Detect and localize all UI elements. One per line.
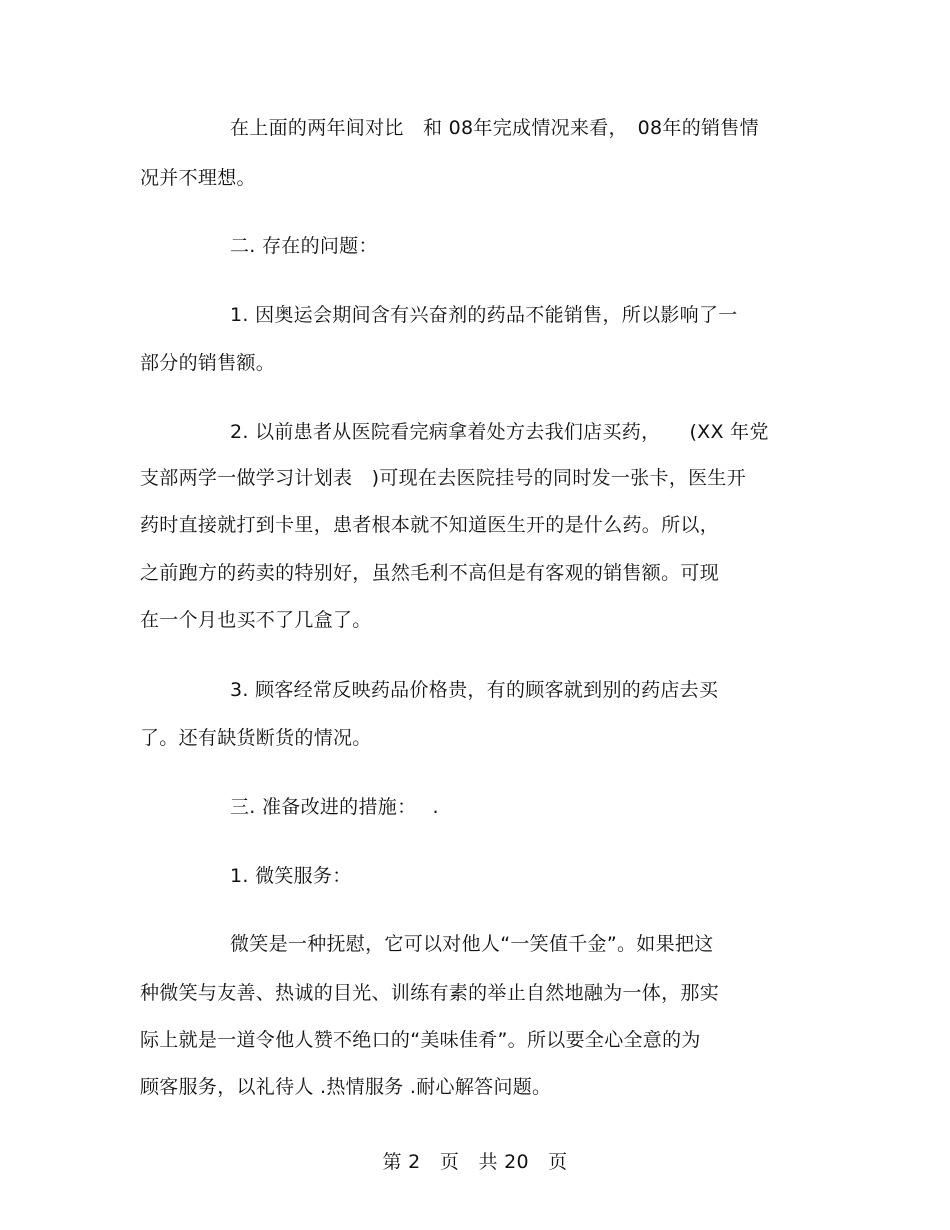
paragraph-line: 在一个月也买不了几盒了。 — [140, 609, 372, 631]
subsection-heading: 1. 微笑服务： — [230, 865, 352, 887]
paragraph-line: 在上面的两年间对比 和 08年完成情况来看， 08年的销售情 — [230, 117, 759, 139]
paragraph-line: 微笑是一种抚慰，它可以对他人“一笑值千金”。如果把这 — [230, 933, 714, 955]
paragraph-line: 顾客服务，以礼待人 .热情服务 .耐心解答问题。 — [140, 1076, 552, 1098]
paragraph-line: 况并不理想。 — [140, 167, 256, 189]
paragraph-line: 种微笑与友善、热诚的目光、训练有素的举止自然地融为一体，那实 — [140, 982, 720, 1004]
paragraph-line: 3. 顾客经常反映药品价格贵，有的顾客就到别的药店去买 — [230, 679, 719, 701]
paragraph-line: 药时直接就打到卡里，患者根本就不知道医生开的是什么药。所以， — [140, 514, 720, 536]
paragraph-line: 1. 因奥运会期间含有兴奋剂的药品不能销售，所以影响了一 — [230, 304, 738, 326]
paragraph-line: 2. 以前患者从医院看完病拿着处方去我们店买药， (XX 年党 — [230, 421, 769, 443]
paragraph-line: 之前跑方的药卖的特别好，虽然毛利不高但是有客观的销售额。可现 — [140, 562, 720, 584]
page-number-footer: 第 2 页 共 20 页 — [382, 1151, 568, 1173]
paragraph-line: 了。还有缺货断货的情况。 — [140, 727, 372, 749]
section-heading: 三. 准备改进的措施： . — [230, 796, 439, 818]
paragraph-line: 部分的销售额。 — [140, 352, 276, 374]
paragraph-line: 支部两学一做学习计划表 )可现在去医院挂号的同时发一张卡，医生开 — [140, 467, 747, 489]
section-heading: 二. 存在的问题： — [230, 235, 378, 257]
paragraph-line: 际上就是一道令他人赞不绝口的“美味佳肴”。所以要全心全意的为 — [140, 1029, 701, 1051]
